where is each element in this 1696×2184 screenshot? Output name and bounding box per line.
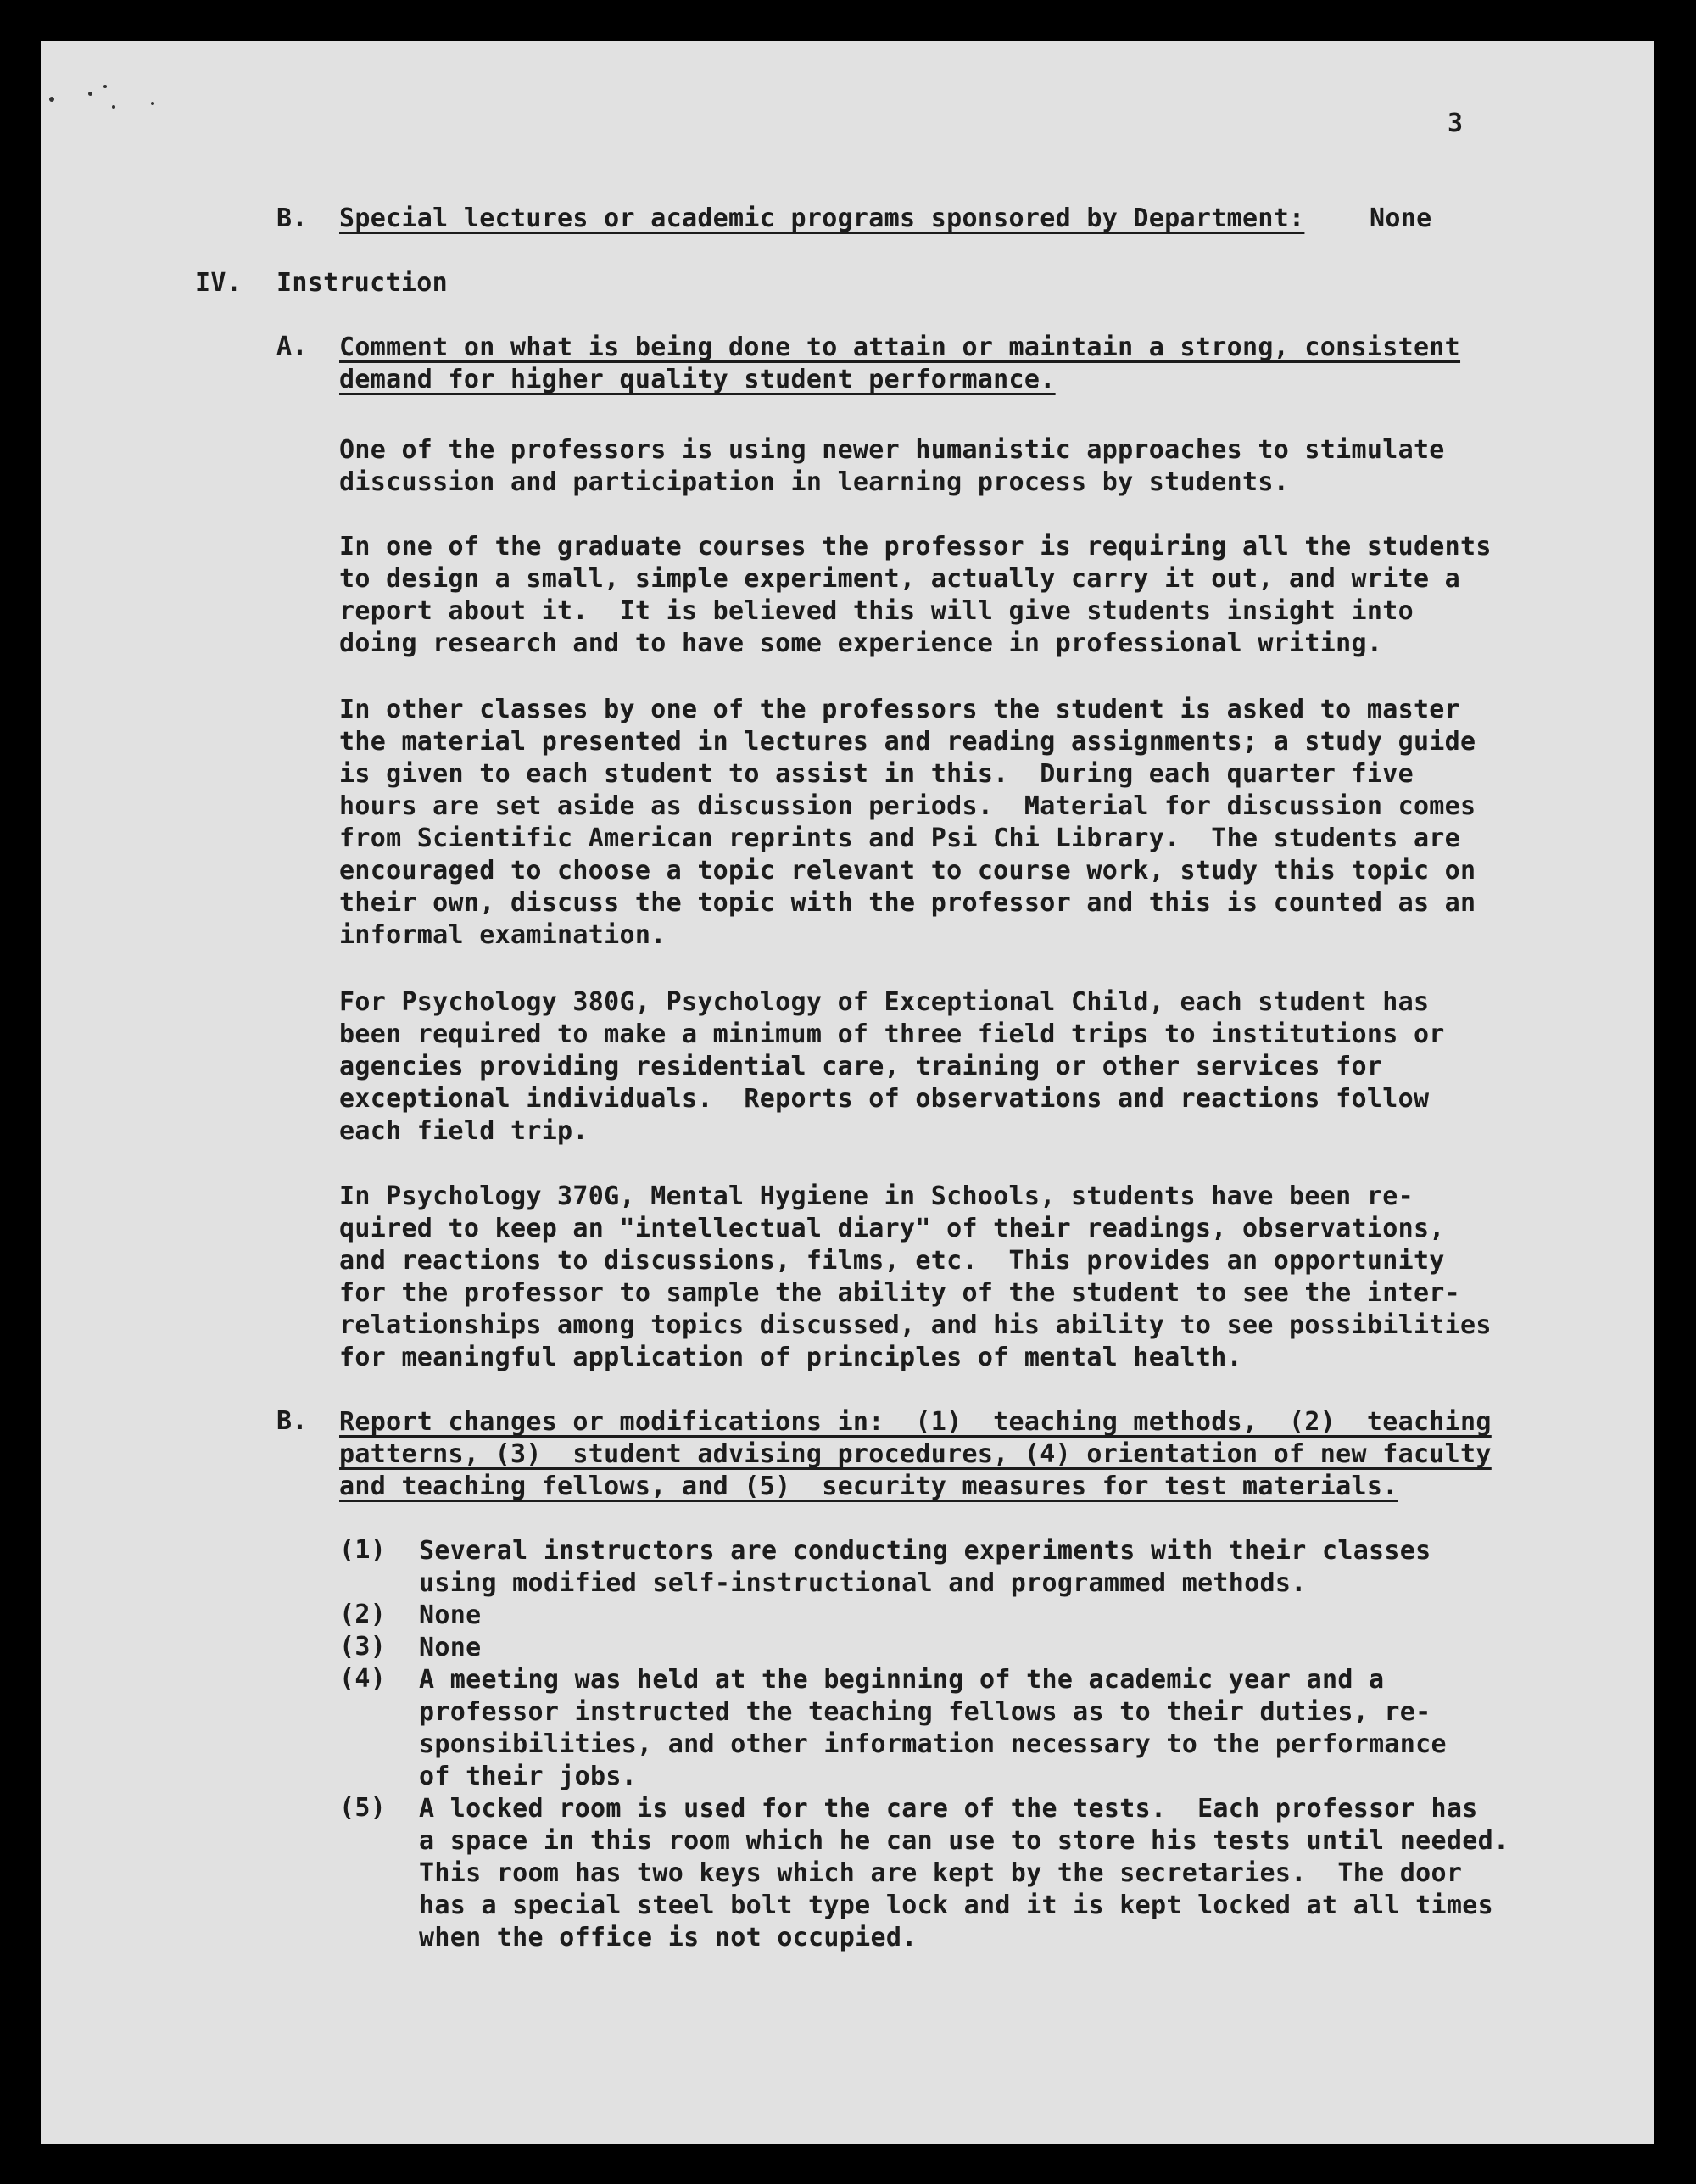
scan-speck xyxy=(88,92,92,96)
item-line: Several instructors are conducting experiments with their classes xyxy=(419,1536,1431,1566)
paragraph-line: informal examination. xyxy=(339,920,667,950)
section-iv-b-heading xyxy=(339,1406,1492,1503)
paragraph-humanistic xyxy=(339,434,1445,499)
special-lectures-heading: Special lectures or academic programs sponsored by Department: xyxy=(339,204,1305,233)
paragraph-line: been required to make a minimum of three field trips to institutions or xyxy=(339,1019,1445,1049)
document-page xyxy=(41,41,1654,2144)
paragraph-line: hours are set aside as discussion periods. Material for discussion comes xyxy=(339,791,1476,821)
item-text xyxy=(419,1632,481,1664)
item-line: of their jobs. xyxy=(419,1762,638,1791)
paragraph-line: In one of the graduate courses the professor is requiring all the students xyxy=(339,532,1492,561)
item-line: None xyxy=(419,1600,482,1630)
heading-line: patterns, (3) student advising procedures, (4) orientation of new faculty xyxy=(339,1439,1492,1469)
paragraph-line: agencies providing residential care, training or other services for xyxy=(339,1052,1383,1081)
paragraph-line: encouraged to choose a topic relevant to course work, study this topic on xyxy=(339,856,1476,885)
scan-speck xyxy=(151,102,154,105)
heading-line: Comment on what is being done to attain or maintain a strong, consistent xyxy=(339,332,1461,362)
paragraph-line: to design a small, simple experiment, actually carry it out, and write a xyxy=(339,564,1461,594)
heading-line: demand for higher quality student performance. xyxy=(339,365,1056,394)
document-body xyxy=(41,41,1654,2144)
paragraph-line: For Psychology 380G, Psychology of Exceptional Child, each student has xyxy=(339,987,1430,1017)
paragraph-line: is given to each student to assist in this. During each quarter five xyxy=(339,759,1414,789)
paragraph-line: doing research and to have some experience in professional writing. xyxy=(339,628,1383,658)
scan-speck xyxy=(49,97,54,102)
heading-line: and teaching fellows, and (5) security measures for test materials. xyxy=(339,1472,1398,1501)
section-iv-a-heading xyxy=(339,332,1460,396)
paragraph-other-classes xyxy=(339,694,1476,952)
paragraph-line: exceptional individuals. Reports of observations and reactions follow xyxy=(339,1084,1430,1114)
item-line: None xyxy=(419,1633,482,1662)
item-line: using modified self-instructional and programmed methods. xyxy=(419,1568,1307,1598)
special-lectures-value: None xyxy=(1370,204,1432,233)
paragraph-line: and reactions to discussions, films, etc. This provides an opportunity xyxy=(339,1246,1445,1276)
section-iv-a-marker: A. xyxy=(276,332,308,361)
heading-line: Report changes or modifications in: (1) teaching methods, (2) teaching xyxy=(339,1407,1492,1437)
item-number: (3) xyxy=(339,1632,387,1662)
item-line: A meeting was held at the beginning of the academic year and a xyxy=(419,1665,1385,1695)
item-text xyxy=(419,1535,1431,1600)
item-line: when the office is not occupied. xyxy=(419,1923,918,1952)
item-text xyxy=(419,1664,1447,1793)
item-line: sponsibilities, and other information necessary to the performance xyxy=(419,1729,1447,1759)
section-b-marker: B. xyxy=(276,204,308,233)
paragraph-line: each field trip. xyxy=(339,1116,589,1146)
item-number: (4) xyxy=(339,1664,387,1694)
paragraph-psychology-370g xyxy=(339,1181,1492,1374)
paragraph-line: from Scientific American reprints and Psi Chi Library. The students are xyxy=(339,824,1461,853)
scan-speck xyxy=(103,85,107,88)
item-line: A locked room is used for the care of the tests. Each professor has xyxy=(419,1794,1478,1824)
paragraph-line: for meaningful application of principles of mental health. xyxy=(339,1343,1242,1372)
paragraph-line: In other classes by one of the professors the student is asked to master xyxy=(339,695,1461,724)
item-line: This room has two keys which are kept by the secretaries. The door xyxy=(419,1858,1463,1888)
item-number: (2) xyxy=(339,1600,387,1629)
section-iv-marker: IV. xyxy=(195,268,243,298)
paragraph-graduate-courses xyxy=(339,531,1492,660)
section-iv-b-marker: B. xyxy=(276,1406,308,1436)
item-number: (5) xyxy=(339,1793,387,1823)
item-line: a space in this room which he can use to store his tests until needed. xyxy=(419,1826,1509,1856)
paragraph-line: report about it. It is believed this will give students insight into xyxy=(339,596,1414,626)
paragraph-line: discussion and participation in learning process by students. xyxy=(339,467,1290,497)
paragraph-line: their own, discuss the topic with the professor and this is counted as an xyxy=(339,888,1476,918)
paragraph-psychology-380g xyxy=(339,986,1445,1148)
item-line: professor instructed the teaching fellows as to their duties, re- xyxy=(419,1697,1431,1727)
item-number: (1) xyxy=(339,1535,387,1565)
scan-speck xyxy=(112,105,115,109)
page-number: 3 xyxy=(1448,109,1464,138)
item-text xyxy=(419,1793,1509,1954)
paragraph-line: for the professor to sample the ability of the student to see the inter- xyxy=(339,1278,1461,1308)
item-line: has a special steel bolt type lock and it is kept locked at all times xyxy=(419,1891,1493,1920)
item-text xyxy=(419,1600,481,1632)
paragraph-line: quired to keep an "intellectual diary" of their readings, observations, xyxy=(339,1214,1445,1243)
paragraph-line: the material presented in lectures and reading assignments; a study guide xyxy=(339,727,1476,757)
paragraph-line: In Psychology 370G, Mental Hygiene in Schools, students have been re- xyxy=(339,1181,1414,1211)
paragraph-line: One of the professors is using newer humanistic approaches to stimulate xyxy=(339,435,1445,465)
paragraph-line: relationships among topics discussed, and his ability to see possibilities xyxy=(339,1310,1492,1340)
section-iv-title: Instruction xyxy=(276,268,448,298)
